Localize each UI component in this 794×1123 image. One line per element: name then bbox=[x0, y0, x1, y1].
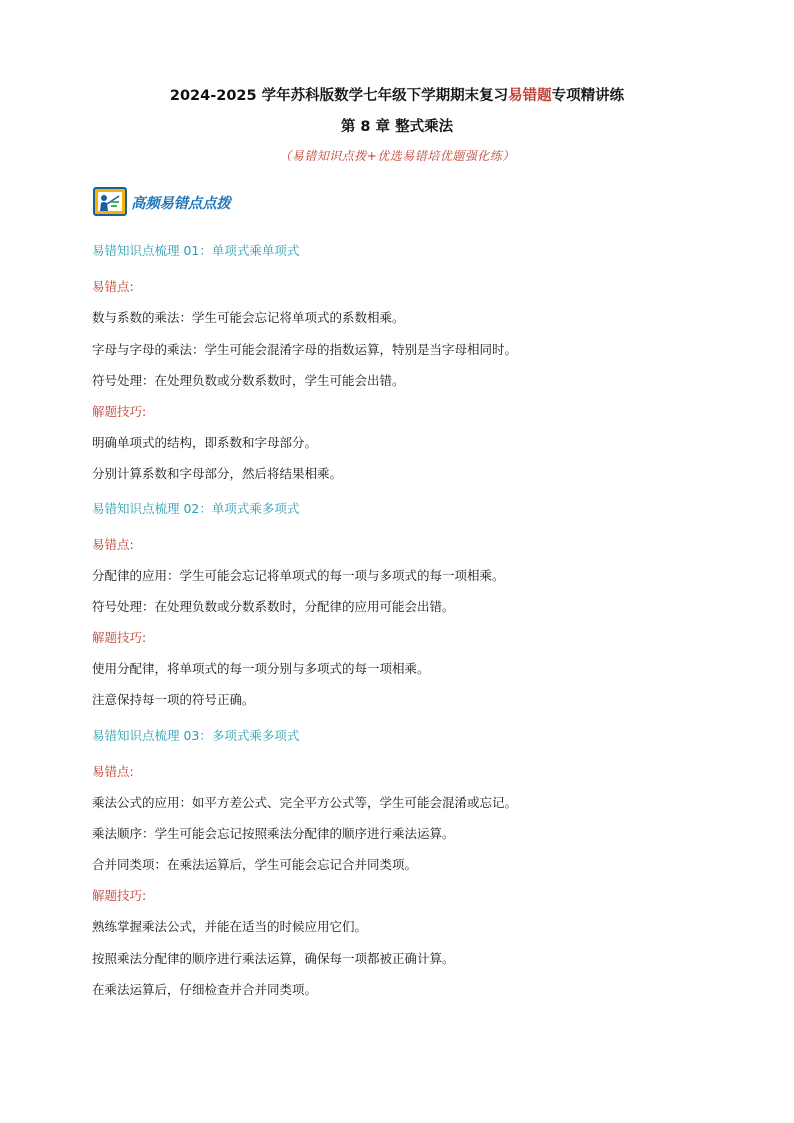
pitfall-item: 乘法公式的应用：如平方差公式、完全平方公式等，学生可能会混淆或忘记。 bbox=[92, 795, 518, 810]
tip-item: 分别计算系数和字母部分，然后将结果相乘。 bbox=[92, 466, 343, 481]
tip-item: 按照乘法分配律的顺序进行乘法运算，确保每一项都被正确计算。 bbox=[92, 951, 455, 966]
title-prefix: 2024-2025 学年苏科版数学七年级下学期期末复习 bbox=[169, 88, 509, 104]
pitfall-label-03: 易错点: bbox=[92, 764, 134, 779]
chapter-title: 第 8 章 整式乘法 bbox=[340, 119, 454, 135]
pitfall-item: 符号处理：在处理负数或分数系数时，分配律的应用可能会出错。 bbox=[92, 599, 455, 614]
tip-item: 熟练掌握乘法公式，并能在适当的时候应用它们。 bbox=[92, 919, 368, 934]
document-title bbox=[0, 84, 794, 105]
tips-label-01: 解题技巧: bbox=[92, 404, 147, 419]
pitfall-label-01: 易错点: bbox=[92, 279, 134, 294]
tip-item: 明确单项式的结构，即系数和字母部分。 bbox=[92, 435, 318, 450]
title-accent: 易错题 bbox=[508, 88, 552, 104]
tip-item: 在乘法运算后，仔细检查并合并同类项。 bbox=[92, 982, 318, 997]
section-banner-label: 高频易错点点拨 bbox=[131, 195, 231, 212]
pitfall-item: 合并同类项：在乘法运算后，学生可能会忘记合并同类项。 bbox=[92, 857, 418, 872]
pitfall-item: 字母与字母的乘法：学生可能会混淆字母的指数运算，特别是当字母相同时。 bbox=[92, 342, 518, 357]
pitfall-label-02: 易错点: bbox=[92, 537, 134, 552]
tip-item: 使用分配律，将单项式的每一项分别与多项式的每一项相乘。 bbox=[92, 661, 430, 676]
document-subtitle: （易错知识点拨+优选易错培优题强化练） bbox=[279, 149, 515, 163]
teacher-board-icon bbox=[93, 187, 127, 217]
pitfall-item: 数与系数的乘法：学生可能会忘记将单项式的系数相乘。 bbox=[92, 310, 405, 325]
pitfall-item: 符号处理：在处理负数或分数系数时，学生可能会出错。 bbox=[92, 373, 405, 388]
section-heading-02: 易错知识点梳理 02：单项式乘多项式 bbox=[92, 501, 300, 516]
section-banner bbox=[93, 186, 230, 218]
tip-item: 注意保持每一项的符号正确。 bbox=[92, 692, 255, 707]
tips-label-03: 解题技巧: bbox=[92, 888, 147, 903]
pitfall-item: 分配律的应用：学生可能会忘记将单项式的每一项与多项式的每一项相乘。 bbox=[92, 568, 505, 583]
tips-label-02: 解题技巧: bbox=[92, 630, 147, 645]
title-suffix: 专项精讲练 bbox=[551, 88, 625, 104]
section-heading-03: 易错知识点梳理 03：多项式乘多项式 bbox=[92, 728, 300, 743]
section-heading-01: 易错知识点梳理 01：单项式乘单项式 bbox=[92, 243, 300, 258]
pitfall-item: 乘法顺序：学生可能会忘记按照乘法分配律的顺序进行乘法运算。 bbox=[92, 826, 455, 841]
